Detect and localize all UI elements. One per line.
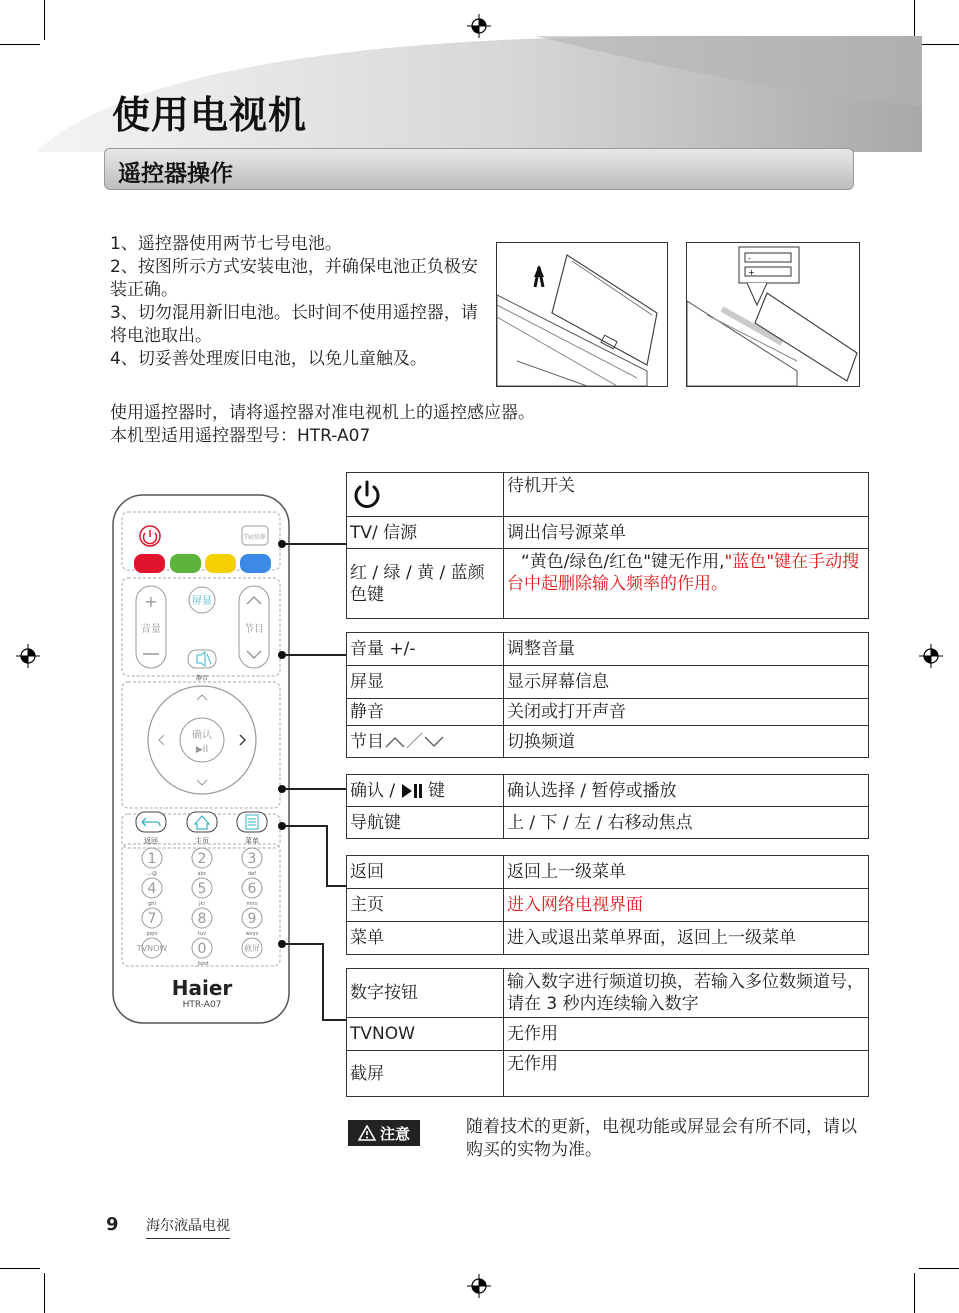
table-value: 进入网络电视界面 bbox=[504, 889, 869, 922]
instruction-item: 4、切妥善处理废旧电池，以免儿童触及。 bbox=[110, 349, 427, 369]
registration-mark-icon bbox=[919, 644, 943, 668]
table-value: 无作用 bbox=[504, 1051, 869, 1097]
table-row bbox=[347, 922, 869, 955]
remote-key-label: 7 bbox=[147, 911, 157, 927]
table-key: TV/ 信源 bbox=[347, 517, 504, 549]
menu-table bbox=[346, 855, 869, 955]
remote-screen-label: 屏显 bbox=[192, 596, 212, 607]
table-row bbox=[347, 726, 869, 758]
remote-control bbox=[112, 494, 292, 1026]
digits-table bbox=[346, 968, 869, 1097]
remote-volume-label: 音量 bbox=[141, 624, 161, 635]
table-value: 关闭或打开声音 bbox=[504, 699, 869, 726]
callout-line bbox=[286, 543, 346, 545]
remote-key-label: 3 bbox=[247, 851, 257, 867]
table-value: 调整音量 bbox=[504, 633, 869, 666]
note-text: 随着技术的更新，电视功能或屏显会有所不同，请以购买的实物为准。 bbox=[466, 1117, 857, 1160]
callout-line bbox=[322, 943, 324, 1021]
note-badge-label: 注意 bbox=[379, 1124, 410, 1143]
remote-channel-label: 节目 bbox=[244, 624, 264, 635]
table-value: 待机开关 bbox=[504, 473, 869, 517]
color-key-note: “黄色/绿色/红色"键无作用, bbox=[521, 552, 725, 572]
table-value: 上 / 下 / 左 / 右移动焦点 bbox=[504, 807, 869, 839]
usage-text bbox=[110, 402, 670, 448]
battery-minus: - bbox=[748, 254, 751, 263]
page-number: 9 bbox=[106, 1214, 119, 1235]
remote-key-letters: .,-@ bbox=[147, 871, 157, 877]
callout-line bbox=[286, 943, 324, 945]
remote-key-letters: pqrs bbox=[146, 931, 158, 937]
callout-line bbox=[286, 654, 346, 656]
channel-key-label: 节目 bbox=[350, 731, 384, 752]
crop-mark bbox=[44, 0, 45, 40]
remote-key-letters: mno bbox=[246, 901, 258, 907]
remote-mute-label: 静音 bbox=[195, 675, 209, 682]
table-row bbox=[347, 633, 869, 666]
callout-line bbox=[326, 885, 346, 887]
remote-green-key bbox=[170, 554, 201, 573]
callout-dot bbox=[278, 540, 286, 548]
remote-back-label: 返回 bbox=[144, 837, 158, 845]
table-key bbox=[347, 775, 504, 807]
remote-key-letters: tuv bbox=[197, 931, 207, 937]
table-value: 无作用 bbox=[504, 1018, 869, 1051]
table-key: 音量 +/- bbox=[347, 633, 504, 666]
remote-key-letters: ghi bbox=[148, 901, 156, 907]
table-key bbox=[347, 473, 504, 517]
callout-dot bbox=[278, 822, 286, 830]
callout-dot bbox=[278, 940, 286, 948]
remote-yellow-key bbox=[205, 554, 236, 573]
table-key: 返回 bbox=[347, 856, 504, 889]
confirm-key-label: 确认 / bbox=[350, 780, 396, 801]
registration-mark-icon bbox=[467, 14, 491, 38]
table-row bbox=[347, 699, 869, 726]
power-icon bbox=[350, 478, 384, 512]
table-value: 进入或退出菜单界面，返回上一级菜单 bbox=[504, 922, 869, 955]
remote-home-label: 主页 bbox=[195, 837, 209, 845]
remote-key-label: 0 bbox=[197, 941, 207, 957]
battery-plus: + bbox=[748, 268, 755, 277]
crop-mark bbox=[914, 1273, 915, 1313]
crop-mark bbox=[44, 1273, 45, 1313]
svg-text:+: + bbox=[144, 592, 158, 611]
crop-mark bbox=[0, 1268, 40, 1269]
table-value: 切换频道 bbox=[504, 726, 869, 758]
remote-tv-source-label: TV/信源 bbox=[244, 534, 266, 541]
table-row bbox=[347, 969, 869, 1018]
remote-key-label: 5 bbox=[197, 881, 207, 897]
power-source-table bbox=[346, 472, 869, 619]
remote-key-label: 1 bbox=[147, 851, 157, 867]
note-badge bbox=[348, 1120, 420, 1146]
confirm-key-suffix: 键 bbox=[427, 780, 445, 801]
table-row bbox=[347, 856, 869, 889]
callout-dot bbox=[278, 785, 286, 793]
table-row bbox=[347, 549, 869, 619]
callout-line bbox=[326, 825, 328, 887]
table-key: 红 / 绿 / 黄 / 蓝颜色键 bbox=[347, 549, 504, 619]
usage-line: 本机型适用遥控器型号：HTR-A07 bbox=[110, 426, 371, 446]
remote-key-label: 4 bbox=[147, 881, 157, 897]
table-value bbox=[504, 549, 869, 619]
table-value: 确认选择 / 暂停或播放 bbox=[504, 775, 869, 807]
table-key: TVNOW bbox=[347, 1018, 504, 1051]
page-title: 使用电视机 bbox=[112, 93, 308, 137]
blue-key-note: "蓝色"键在手动搜台中起删除输入频率的作用。 bbox=[507, 552, 860, 594]
table-key: 数字按钮 bbox=[347, 969, 504, 1018]
table-key: 静音 bbox=[347, 699, 504, 726]
remote-key-label: 6 bbox=[247, 881, 257, 897]
remote-confirm-label: 确认 bbox=[192, 730, 212, 741]
chevron-up-icon bbox=[384, 735, 406, 749]
volume-table bbox=[346, 632, 869, 758]
crop-mark bbox=[919, 1268, 959, 1269]
svg-text:▶II: ▶II bbox=[195, 745, 209, 755]
crop-mark bbox=[914, 0, 915, 40]
crop-mark bbox=[919, 44, 959, 45]
table-value: 调出信号源菜单 bbox=[504, 517, 869, 549]
instruction-item: 1、遥控器使用两节七号电池。 bbox=[110, 234, 342, 254]
callout-line bbox=[322, 1019, 346, 1021]
table-row bbox=[347, 473, 869, 517]
instruction-item: 2、按图所示方式安装电池，并确保电池正负极安装正确。 bbox=[110, 257, 478, 300]
callout-line bbox=[286, 788, 346, 790]
table-row bbox=[347, 1051, 869, 1097]
table-key: 菜单 bbox=[347, 922, 504, 955]
table-key bbox=[347, 726, 504, 758]
table-value: 输入数字进行频道切换，若输入多位数频道号，请在 3 秒内连续输入数字 bbox=[504, 969, 869, 1018]
remote-key-label: 8 bbox=[197, 911, 207, 927]
remote-key-label: TVNOW bbox=[136, 944, 168, 953]
table-key: 屏显 bbox=[347, 666, 504, 699]
usage-line: 使用遥控器时，请将遥控器对准电视机上的遥控感应器。 bbox=[110, 403, 535, 423]
battery-instructions bbox=[110, 233, 490, 371]
table-key: 主页 bbox=[347, 889, 504, 922]
remote-model: HTR-A07 bbox=[182, 1000, 222, 1010]
warning-icon bbox=[358, 1125, 376, 1141]
chevron-down-icon bbox=[423, 735, 445, 749]
registration-mark-icon bbox=[16, 644, 40, 668]
remote-key-letters: abc bbox=[197, 871, 207, 877]
crop-mark bbox=[0, 44, 40, 45]
table-row bbox=[347, 517, 869, 549]
table-key: 截屏 bbox=[347, 1051, 504, 1097]
remote-key-label: 9 bbox=[247, 911, 257, 927]
table-row bbox=[347, 775, 869, 807]
battery-insert-image bbox=[686, 242, 860, 387]
footer-brand: 海尔液晶电视 bbox=[146, 1215, 230, 1239]
table-row bbox=[347, 889, 869, 922]
table-value: 显示屏幕信息 bbox=[504, 666, 869, 699]
table-row bbox=[347, 666, 869, 699]
table-row bbox=[347, 1018, 869, 1051]
callout-dot bbox=[278, 651, 286, 659]
remote-key-letters: _boot bbox=[195, 961, 209, 967]
remote-key-letters: wxyz bbox=[245, 931, 259, 937]
navigation-table bbox=[346, 774, 869, 839]
remote-red-key bbox=[134, 554, 165, 573]
remote-key-letters: def bbox=[247, 871, 257, 877]
remote-menu-label: 菜单 bbox=[245, 837, 259, 845]
remote-key-label: 2 bbox=[197, 851, 207, 867]
channel-key-separator: ／ bbox=[406, 731, 423, 752]
instruction-item: 3、切勿混用新旧电池。长时间不使用遥控器，请将电池取出。 bbox=[110, 303, 478, 346]
table-row bbox=[347, 807, 869, 839]
remote-key-label: 截屏 bbox=[244, 944, 260, 953]
remote-blue-key bbox=[240, 554, 271, 573]
callout-line bbox=[286, 825, 328, 827]
remote-key-letters: jkl bbox=[199, 901, 205, 907]
play-pause-icon bbox=[401, 783, 423, 799]
registration-mark-icon bbox=[467, 1274, 491, 1298]
table-value: 返回上一级菜单 bbox=[504, 856, 869, 889]
table-key: 导航键 bbox=[347, 807, 504, 839]
remote-brand: Haier bbox=[171, 976, 233, 1000]
battery-cover-image bbox=[496, 242, 668, 387]
section-title: 遥控器操作 bbox=[118, 161, 233, 187]
